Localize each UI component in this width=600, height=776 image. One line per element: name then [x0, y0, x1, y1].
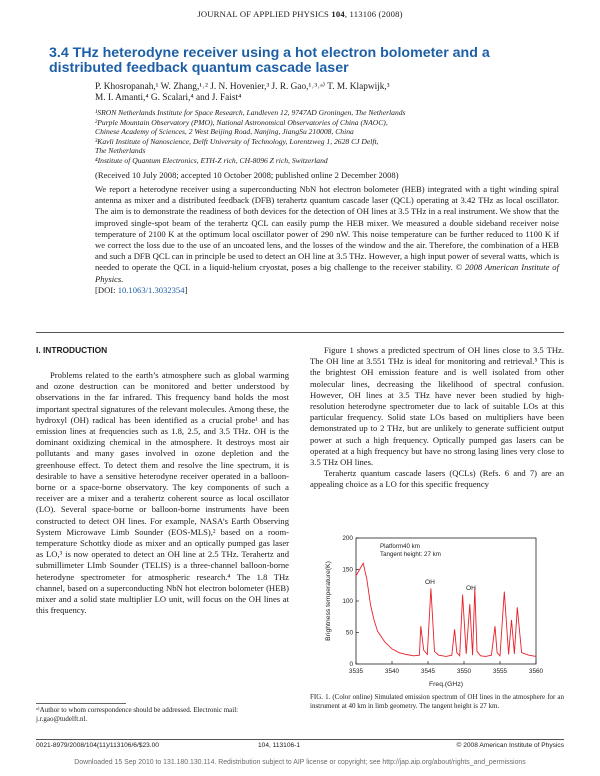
- footnote-divider: [36, 703, 126, 704]
- annotation-tangent: Tangent height: 27 km: [380, 551, 441, 558]
- y-tick-label: 200: [342, 535, 353, 543]
- footer-issn: 0021-8979/2008/104(11)/113106/6/$23.00: [36, 742, 159, 749]
- paragraph: Problems related to the earth’s atmosphere such as global warming and ozone destruction can be monitored and better understood by observations in the far infrared. This frequency band holds the most important spectral signatures of the relevant molecules. Among these, the hydroxyl (OH) radical has been identified as a crucial probe¹ and has emission lines at frequencies such as 1.8, 2.5, and 3.5 THz. OH is the dominant oxidizing chemical in the atmosphere. It destroys most air pollutants and many gases involved in ozone depletion and the greenhouse effect. To detect them and resolve the line spectrum, it is desirable to have a sensitive heterodyne receiver operated in a balloon-borne or a space-borne observatory. The key components of such a receiver are a mixer and a terahertz coherent source as local oscillator (LO). Several space-borne or balloon-borne instruments have been constructed to detect OH lines. For example, NASA’s Earth Observing System Microwave Limb Sounder (EOS-MLS),² based on a room-temperature Schottky diode as mixer and an optically pumped gas laser as LO,³ is now operated to detect an OH line at 2.5 THz. Terahertz and submillimeter LImb Sounder (TELIS) is a three-channel balloon-borne heterodyne spectrometer for atmospheric research.⁴ The 1.8 THz channel, based on a superconducting NbN hot electron bolometer (HEB) mixer and a solid state multiplier LO unit, will focus on the OH lines at this frequency.: [36, 370, 289, 616]
- section-divider: [36, 332, 564, 333]
- y-tick-label: 100: [342, 598, 353, 606]
- y-tick-label: 50: [345, 629, 353, 637]
- doi-prefix: [DOI:: [95, 284, 118, 295]
- affiliation-line: ⁴Institute of Quantum Electronics, ETH-Z rich, CH-8096 Z rich, Switzerland: [95, 155, 328, 165]
- affiliation-line: The Netherlands: [95, 146, 146, 156]
- y-tick-label: 0: [349, 661, 353, 669]
- spectrum-chart: [310, 528, 564, 690]
- y-axis-label: Brightness temperature(K): [325, 561, 332, 641]
- paragraph: Figure 1 shows a predicted spectrum of OH lines close to 3.5 THz. The OH line at 3.551 THz is ideal for monitoring and retrieval.⁵ This is the brightest OH emission feature and is well isolated from other molecular lines, decreasing the likelihood of spectral confusion. However, OH lines at 3.5 THz have never been studied by high-resolution heterodyne spectrometer due to lack of suitable LOs at this particular frequency. Solid state LOs based on multipliers have been demonstrated up to 2 THz, but are unlikely to generate sufficient output power at such a high frequency. Optically pumped gas lasers can be operated at a high frequency but have no strong lasing lines very close to 3.5 THz OH lines.: [310, 345, 564, 468]
- footnote: ᵃ⁾Author to whom correspondence should be addressed. Electronic mail: j.r.gao@tudelft.nl.: [36, 706, 239, 723]
- footer-divider: [36, 739, 564, 740]
- journal-volume: 104: [331, 9, 345, 19]
- x-axis-label: Freq.(GHz): [429, 681, 463, 688]
- left-column: [36, 370, 289, 616]
- section-heading: I. INTRODUCTION: [36, 345, 108, 355]
- journal-header: [0, 9, 600, 19]
- received-dates: (Received 10 July 2008; accepted 10 October 2008; published online 2 December 2008): [95, 170, 399, 180]
- author-line-2: M. I. Amanti,⁴ G. Scalari,⁴ and J. Faist⁴: [95, 93, 242, 104]
- abstract-text: We report a heterodyne receiver using a superconducting NbN hot electron bolometer (HEB) integrated with a tight winding spiral antenna as mixer and a distributed feedback (DFB) terahertz quantum cascade laser (QCL) operating at 3.42 THz as local oscillator. The aim is to demonstrate the readiness of both devices for the detection of OH lines at 3.5 THz in a real instrument. We show that the improved single-spot beam of the terahertz QCL can easily pump the HEB mixer. We measured a double sideband receiver noise temperature of 2100 K at the optimum local oscillator power of 290 nW. This noise temperature can be further reduced to 1100 K if we correct the loss due to the use of an uncoated lens, and the losses of the window and the air. Therefore, the combination of a HEB and such a DFB QCL can in principle be used to detect an OH line at 3.5 THz. However, a high input power of several watts, which is needed to operate the QCL in a liquid-helium cryostat, poses a big challenge to the receiver stability.: [95, 184, 559, 273]
- affiliation-line: ¹SRON Netherlands Institute for Space Research, Landleven 12, 9747AD Groningen, The Netherlands: [95, 108, 406, 117]
- x-tick-label: 3550: [456, 668, 472, 675]
- journal-name: JOURNAL OF APPLIED PHYSICS: [197, 9, 329, 19]
- footer-copyright: © 2008 American Institute of Physics: [456, 742, 564, 749]
- x-tick-label: 3545: [420, 668, 436, 675]
- right-column: [310, 345, 564, 491]
- download-notice: Downloaded 15 Sep 2010 to 131.180.130.114. Redistribution subject to AIP license or copyright; see http://jap.aip.org/about/rights_and_permissions: [74, 759, 526, 766]
- author-line-1: P. Khosropanah,¹ W. Zhang,¹˒² J. N. Hovenier,³ J. R. Gao,¹˒³˒ᵃ⁾ T. M. Klapwijk,³: [95, 82, 390, 92]
- affiliation-line: ³Kavli Institute of Nanoscience, Delft University of Technology, Lorentzweg 1, 2628 CJ Delft,: [95, 136, 379, 146]
- x-tick-label: 3535: [348, 668, 364, 675]
- paper-title: 3.4 THz heterodyne receiver using a hot electron bolometer and a distributed feedback quantum cascade laser: [49, 45, 490, 77]
- annotation-oh-1: OH: [425, 579, 435, 586]
- abstract: [95, 184, 559, 296]
- x-tick-label: 3560: [528, 668, 544, 675]
- footer-page: 104, 113106-1: [258, 742, 301, 749]
- y-axis-ticks: [342, 535, 359, 668]
- annotation-oh-2: OH: [466, 585, 476, 592]
- abstract-copyright: © 2008 American Institute of Physics.: [95, 262, 559, 284]
- affiliation-line: ²Purple Mountain Observatory (PMO), National Astronomical Observatories of China (NAOC),: [95, 117, 388, 127]
- doi-suffix: ]: [184, 284, 188, 295]
- affiliations: [95, 108, 555, 166]
- author-list: [95, 82, 555, 105]
- doi-line: [95, 285, 559, 296]
- spectrum-line: [356, 563, 536, 656]
- journal-article: , 113106 (2008): [344, 9, 403, 19]
- paragraph: Terahertz quantum cascade lasers (QCLs) (Refs. 6 and 7) are an appealing choice as a LO for this specific frequency: [310, 468, 564, 490]
- figure-1: [310, 528, 564, 690]
- affiliation-line: Chinese Academy of Sciences, 2 West Beijing Road, Nanjing, JiangSu 210008, China: [95, 127, 354, 137]
- doi-link[interactable]: 10.1063/1.3032354: [117, 284, 185, 295]
- x-tick-label: 3540: [384, 668, 400, 675]
- figure-caption: FIG. 1. (Color online) Simulated emission spectrum of OH lines in the atmosphere for an instrument at 40 km in limb geometry. The tangent height is 27 km.: [310, 693, 564, 710]
- x-axis-ticks: [349, 661, 544, 675]
- x-tick-label: 3555: [492, 668, 508, 675]
- y-tick-label: 150: [342, 566, 353, 574]
- annotation-platform: Platform40 km: [380, 543, 420, 550]
